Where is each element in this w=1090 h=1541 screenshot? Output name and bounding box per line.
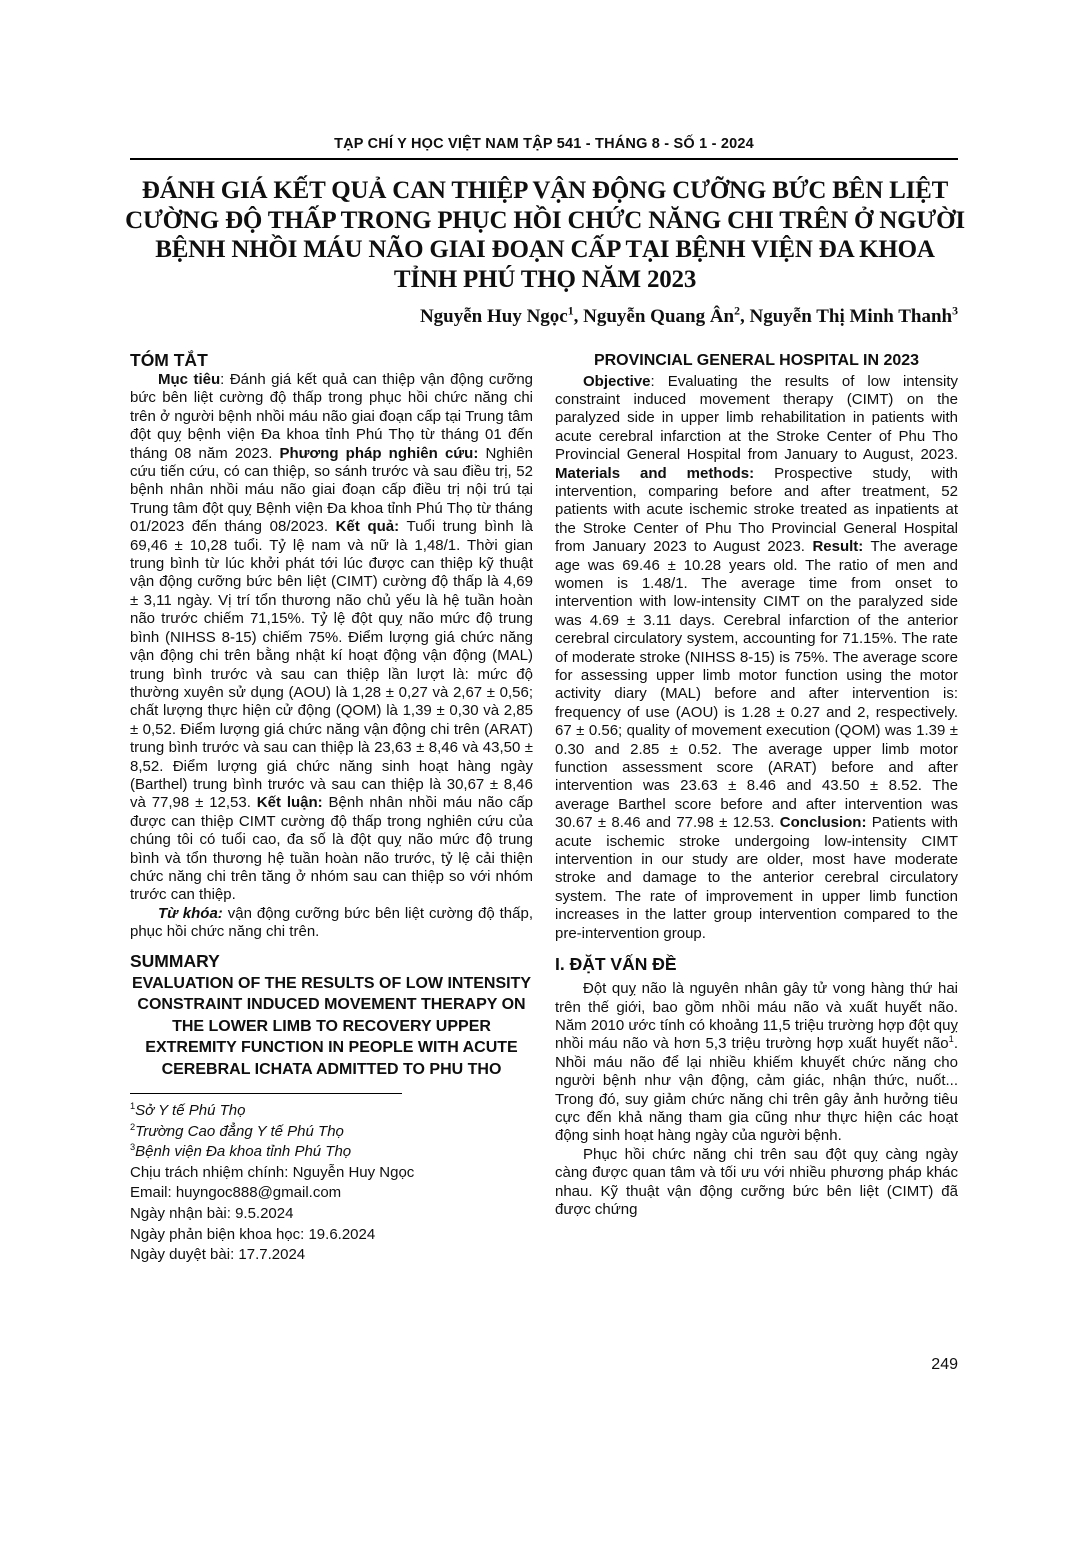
affiliation-line-2: $^2$Trường Cao đẳng Y tế Phú Thọ xyxy=(130,1121,344,1140)
footnote-divider xyxy=(130,1093,402,1094)
footnote-block xyxy=(130,1093,533,1266)
intro-paragraph-1: Đột quỵ não là nguyên nhân gây tử vong hàng thứ hai trên thế giới, bao gồm nhồi máu não và xuất huyết não. Năm 2010 ước tính có khoảng 11,5 triệu trường hợp đột quỵ nhồi máu não và hơn 5,3 triệu trường hợp xuất huyết não$^1$. Nhồi máu não để lại nhiều khiếm khuyết chức năng cho người bệnh như vận động, cảm giác, nhận thức, nuốt... Trong đó, suy giảm chức năng chi trên gây ảnh hưởng tiêu cực đến khả năng tham gia cũng như thực hiện các hoạt động sinh hoạt hàng ngày của người bệnh. xyxy=(555,980,958,1145)
paper-title-line-2: CƯỜNG ĐỘ THẤP TRONG PHỤC HỒI CHỨC NĂNG CHI TRÊN Ở NGƯỜI xyxy=(125,206,965,234)
summary-title-part2: PROVINCIAL GENERAL HOSPITAL IN 2023 xyxy=(593,352,920,369)
paper-title-line-1: ĐÁNH GIÁ KẾT QUẢ CAN THIỆP VẬN ĐỘNG CƯỠNG BỨC BÊN LIỆT xyxy=(141,177,949,204)
keywords-line: Từ khóa: vận động cưỡng bức bên liệt cường độ thấp, phục hồi chức năng chi trên. xyxy=(130,904,533,941)
summary-heading: SUMMARY xyxy=(130,950,220,971)
accepted-date-line: Ngày duyệt bài: 17.7.2024 xyxy=(130,1246,306,1264)
received-date-line: Ngày nhận bài: 9.5.2024 xyxy=(130,1205,294,1223)
summary-title-part1: EVALUATION OF THE RESULTS OF LOW INTENSITY CONSTRAINT INDUCED MOVEMENT THERAPY ON THE LOWER LIMB TO RECOVERY UPPER EXTREMITY FUNCTION IN PEOPLE WITH ACUTE CEREBRAL ICHATA ADMITTED TO PHU THO xyxy=(131,974,532,1078)
paper-title-line-4: TỈNH PHÚ THỌ NĂM 2023 xyxy=(393,265,697,293)
intro-heading: I. ĐẶT VẤN ĐỀ xyxy=(555,954,677,975)
affiliation-line-3: $^3$Bệnh viện Đa khoa tỉnh Phú Thọ xyxy=(130,1142,352,1161)
header-divider xyxy=(130,158,958,160)
left-column xyxy=(130,349,533,1266)
two-column-body xyxy=(130,349,958,1266)
right-column xyxy=(555,349,958,1219)
intro-paragraph-2: Phục hồi chức năng chi trên sau đột quỵ càng ngày càng được quan tâm và tối ưu với nhiều phương pháp khác nhau. Kỹ thuật vận động cưỡng bức bên liệt (CIMT) đã được chứng xyxy=(555,1145,958,1218)
reviewed-date-line: Ngày phản biện khoa học: 19.6.2024 xyxy=(130,1225,376,1243)
abstract-heading-vi: TÓM TẮT xyxy=(130,350,208,370)
journal-header: TẠP CHÍ Y HỌC VIỆT NAM TẬP 541 - THÁNG 8 - SỐ 1 - 2024 xyxy=(334,136,754,152)
abstract-paragraph-vi: Mục tiêu: Đánh giá kết quả can thiệp vận động cưỡng bức bên liệt cường độ thấp trong phục hồi chức năng chi trên ở người bệnh nhồi máu não giai đoạn cấp tại Trung tâm đột quỵ bệnh viện Đa khoa tỉnh Phú Thọ từ tháng 01 đến tháng 08 năm 2023. Phương pháp nghiên cứu: Nghiên cứu tiến cứu, có can thiệp, so sánh trước và sau điều trị, 52 bệnh nhân nhồi máu não giai đoạn cấp điều trị nội trú tại Trung tâm đột quỵ Bệnh viện Đa khoa tỉnh Phú Thọ từ tháng 01/2023 đến tháng 08/2023. Kết quả: Tuổi trung bình là 69,46 ± 10,28 tuổi. Tỷ lệ nam và nữ là 1,48/1. Thời gian trung bình từ lúc khởi phát tới lúc được can thiệp kỹ thuật vận động cưỡng bức bên liệt (CIMT) cường độ thấp là 4,69 ± 3,11 ngày. Vị trí tổn thương não chủ yếu là hệ tuần hoàn não trước chiếm 71,15%. Tỷ lệ đột quỵ não mức độ trung bình (NIHSS 8-15) chiếm 75%. Điểm lượng giá chức năng vận động chi trên bằng nhật kí hoạt động vận động (MAL) trung bình trước và sau can thiệp lần lượt là: mức độ thường xuyên sử dụng (AOU) là 1,28 ± 0,27 và 2,67 ± 0,56; chất lượng thực hiện cử động (QOM) là 1,39 ± 0,30 và 2,85 ± 0,52. Điểm lượng giá chức năng vận động chi trên (ARAT) trung bình trước và sau can thiệp là 23,63 ± 8,46 và 43,50 ± 8,52. Điểm lượng giá chức năng sinh hoạt hàng ngày (Barthel) trung bình trước và sau can thiệp là 30,67 ± 8,46 và 77,98 ± 12,53. Kết luận: Bệnh nhân nhồi máu não cấp được can thiệp CIMT cường độ thấp trong nghiên cứu của chúng tôi có tuổi cao, đa số là đột quỵ não mức độ trung bình và tổn thương hệ tuần hoàn não trước, tỷ lệ cải thiện chức năng chi trên tăng ở nhóm sau can thiệp so với nhóm trước can thiệp. xyxy=(130,371,534,904)
responsible-author-line: Chịu trách nhiệm chính: Nguyễn Huy Ngọc xyxy=(130,1163,415,1181)
abstract-paragraph-en: Objective: Evaluating the results of low intensity constraint induced movement therapy (CIMT) on the paralyzed side in upper limb rehabilitation in patients with acute cerebral infarction at the Stroke Center of Phu Tho Provincial General Hospital from January to August, 2023. Materials and methods: Prospective study, with intervention, comparing before and after treatment, 52 patients with acute ischemic stroke treated as inpatients at the Stroke Center of Phu Tho Provincial General Hospital from January 2023 to August 2023. Result: The average age was 69.46 ± 10.28 years old. The ratio of men and women is 1.48/1. The average time from onset to intervention with low-intensity CIMT on the paralyzed side was 4.69 ± 3.11 days. Cerebral infarction of the anterior cerebral circulatory system, accounting for 71.15%. The rate of moderate stroke (NIHSS 8-15) is 75%. The average score for assessing upper limb motor function using the motor activity diary (MAL) before and after intervention is: frequency of use (AOU) is 1.28 ± 0.27 and 2, respectively. 67 ± 0.56; quality of movement execution (QOM) was 1.39 ± 0.30 and 2.85 ± 0.52. The average upper limb motor function assessment score (ARAT) before and after intervention was 23.63 ± 8.46 and 43.50 ± 8.52. The average Barthel score before and after intervention was 30.67 ± 8.46 and 77.98 ± 12.53. Conclusion: Patients with acute ischemic stroke undergoing low-intensity CIMT intervention in our study are older, most have moderate stroke and damage to the anterior cerebral circulatory system. The rate of improvement in upper limb function increases in the latter group intervention compared to the pre-intervention group. xyxy=(555,372,958,942)
page-number: 249 xyxy=(931,1356,958,1373)
paper-title xyxy=(111,176,979,294)
authors-line: Nguyễn Huy Ngọc$^1$, Nguyễn Quang $Ân^2$, Nguyễn Thị Minh Thanh$^3$ xyxy=(419,304,958,327)
affiliation-line-1: $^1$Sở Y tế Phú Thọ xyxy=(130,1101,246,1120)
paper-title-line-3: BỆNH NHỒI MÁU NÃO GIAI ĐOẠN CẤP TẠI BỆNH VIỆN ĐA KHOA xyxy=(155,236,935,263)
email-line: Email: huyngoc888@gmail.com xyxy=(130,1184,342,1202)
